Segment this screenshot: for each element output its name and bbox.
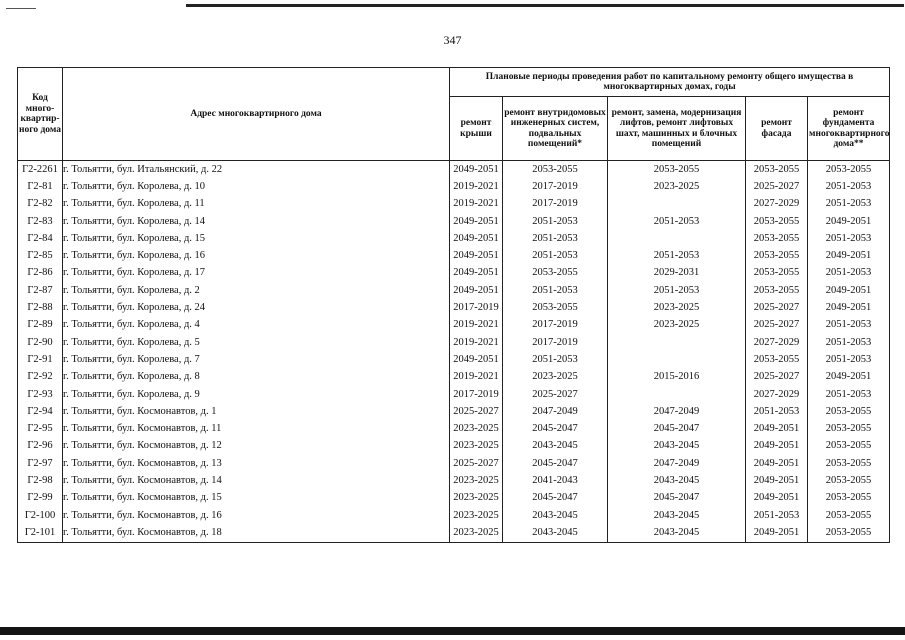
cell-elevators (608, 351, 746, 368)
cell-systems: 2023-2025 (503, 369, 608, 386)
cell-foundation: 2051-2053 (808, 317, 890, 334)
cell-foundation: 2051-2053 (808, 196, 890, 213)
cell-systems: 2017-2019 (503, 317, 608, 334)
cell-address: г. Тольятти, бул. Космонавтов, д. 13 (63, 455, 450, 472)
table-row (18, 403, 890, 420)
cell-facade: 2053-2055 (746, 161, 808, 179)
cell-roof: 2023-2025 (450, 420, 503, 437)
cell-facade: 2025-2027 (746, 178, 808, 195)
cell-foundation: 2049-2051 (808, 213, 890, 230)
cell-facade: 2053-2055 (746, 265, 808, 282)
cell-roof: 2025-2027 (450, 455, 503, 472)
cell-foundation: 2053-2055 (808, 524, 890, 542)
cell-address: г. Тольятти, бул. Космонавтов, д. 1 (63, 403, 450, 420)
table-body (18, 161, 890, 543)
table-row (18, 265, 890, 282)
cell-systems: 2051-2053 (503, 351, 608, 368)
cell-systems: 2045-2047 (503, 455, 608, 472)
cell-address: г. Тольятти, бул. Королева, д. 11 (63, 196, 450, 213)
header-systems: ремонт внутридомовых инженерных систем, подвальных помещений* (503, 97, 608, 161)
cell-systems: 2017-2019 (503, 196, 608, 213)
cell-roof: 2049-2051 (450, 351, 503, 368)
cell-elevators: 2051-2053 (608, 247, 746, 264)
cell-elevators (608, 230, 746, 247)
cell-facade: 2025-2027 (746, 317, 808, 334)
cell-systems: 2025-2027 (503, 386, 608, 403)
cell-foundation: 2051-2053 (808, 334, 890, 351)
cell-elevators: 2023-2025 (608, 317, 746, 334)
table-row (18, 455, 890, 472)
cell-foundation: 2049-2051 (808, 282, 890, 299)
cell-facade: 2049-2051 (746, 438, 808, 455)
cell-foundation: 2053-2055 (808, 161, 890, 179)
cell-facade: 2025-2027 (746, 369, 808, 386)
cell-facade: 2027-2029 (746, 334, 808, 351)
cell-code: Г2-83 (18, 213, 63, 230)
cell-code: Г2-89 (18, 317, 63, 334)
cell-roof: 2017-2019 (450, 386, 503, 403)
cell-systems: 2043-2045 (503, 438, 608, 455)
cell-facade: 2053-2055 (746, 282, 808, 299)
cell-facade: 2025-2027 (746, 299, 808, 316)
cell-address: г. Тольятти, бул. Королева, д. 24 (63, 299, 450, 316)
cell-facade: 2053-2055 (746, 247, 808, 264)
cell-foundation: 2051-2053 (808, 178, 890, 195)
cell-facade: 2053-2055 (746, 213, 808, 230)
cell-elevators: 2023-2025 (608, 299, 746, 316)
cell-foundation: 2051-2053 (808, 386, 890, 403)
cell-foundation: 2053-2055 (808, 438, 890, 455)
cell-facade: 2049-2051 (746, 490, 808, 507)
cell-roof: 2023-2025 (450, 507, 503, 524)
cell-code: Г2-85 (18, 247, 63, 264)
header-code: Код много-квартир-ного дома (18, 68, 63, 161)
table-row (18, 282, 890, 299)
cell-foundation: 2053-2055 (808, 420, 890, 437)
cell-facade: 2027-2029 (746, 196, 808, 213)
cell-facade: 2053-2055 (746, 230, 808, 247)
cell-elevators: 2047-2049 (608, 403, 746, 420)
cell-roof: 2023-2025 (450, 524, 503, 542)
table-row (18, 507, 890, 524)
cell-facade: 2049-2051 (746, 455, 808, 472)
cell-code: Г2-98 (18, 472, 63, 489)
cell-facade: 2049-2051 (746, 420, 808, 437)
cell-code: Г2-2261 (18, 161, 63, 179)
cell-elevators: 2043-2045 (608, 472, 746, 489)
table-row (18, 196, 890, 213)
cell-roof: 2023-2025 (450, 490, 503, 507)
cell-systems: 2051-2053 (503, 247, 608, 264)
table-row (18, 317, 890, 334)
page-number: 347 (443, 33, 462, 47)
cell-address: г. Тольятти, бул. Королева, д. 5 (63, 334, 450, 351)
capital-repair-table (17, 67, 890, 543)
cell-address: г. Тольятти, бул. Королева, д. 4 (63, 317, 450, 334)
cell-address: г. Тольятти, бул. Космонавтов, д. 16 (63, 507, 450, 524)
cell-roof: 2049-2051 (450, 161, 503, 179)
table-row (18, 161, 890, 179)
cell-systems: 2051-2053 (503, 282, 608, 299)
cell-code: Г2-100 (18, 507, 63, 524)
cell-foundation: 2049-2051 (808, 299, 890, 316)
cell-address: г. Тольятти, бул. Космонавтов, д. 14 (63, 472, 450, 489)
cell-roof: 2019-2021 (450, 334, 503, 351)
cell-code: Г2-86 (18, 265, 63, 282)
cell-address: г. Тольятти, бул. Королева, д. 7 (63, 351, 450, 368)
table-row (18, 351, 890, 368)
cell-systems: 2043-2045 (503, 524, 608, 542)
cell-facade: 2051-2053 (746, 507, 808, 524)
cell-systems: 2017-2019 (503, 178, 608, 195)
header-row-top (18, 68, 890, 97)
cell-systems: 2053-2055 (503, 161, 608, 179)
top-rule-left (6, 8, 36, 9)
cell-roof: 2049-2051 (450, 265, 503, 282)
cell-roof: 2049-2051 (450, 247, 503, 264)
cell-address: г. Тольятти, бул. Королева, д. 17 (63, 265, 450, 282)
cell-systems: 2053-2055 (503, 265, 608, 282)
cell-elevators: 2023-2025 (608, 178, 746, 195)
cell-roof: 2019-2021 (450, 196, 503, 213)
cell-foundation: 2053-2055 (808, 507, 890, 524)
cell-code: Г2-87 (18, 282, 63, 299)
cell-code: Г2-90 (18, 334, 63, 351)
cell-roof: 2023-2025 (450, 438, 503, 455)
cell-code: Г2-91 (18, 351, 63, 368)
cell-elevators: 2015-2016 (608, 369, 746, 386)
cell-facade: 2053-2055 (746, 351, 808, 368)
cell-elevators: 2053-2055 (608, 161, 746, 179)
table-row (18, 178, 890, 195)
cell-elevators (608, 386, 746, 403)
cell-elevators: 2047-2049 (608, 455, 746, 472)
cell-systems: 2043-2045 (503, 507, 608, 524)
cell-foundation: 2049-2051 (808, 369, 890, 386)
cell-elevators: 2043-2045 (608, 507, 746, 524)
cell-code: Г2-84 (18, 230, 63, 247)
cell-address: г. Тольятти, бул. Космонавтов, д. 11 (63, 420, 450, 437)
header-address: Адрес многоквартирного дома (63, 68, 450, 161)
cell-facade: 2049-2051 (746, 524, 808, 542)
cell-elevators: 2043-2045 (608, 438, 746, 455)
cell-address: г. Тольятти, бул. Космонавтов, д. 15 (63, 490, 450, 507)
cell-elevators: 2045-2047 (608, 420, 746, 437)
table-row (18, 230, 890, 247)
cell-code: Г2-92 (18, 369, 63, 386)
header-roof: ремонт крыши (450, 97, 503, 161)
cell-code: Г2-88 (18, 299, 63, 316)
table-row (18, 213, 890, 230)
table-row (18, 334, 890, 351)
cell-elevators (608, 334, 746, 351)
cell-address: г. Тольятти, бул. Королева, д. 16 (63, 247, 450, 264)
cell-foundation: 2051-2053 (808, 351, 890, 368)
cell-address: г. Тольятти, бул. Королева, д. 10 (63, 178, 450, 195)
cell-roof: 2017-2019 (450, 299, 503, 316)
cell-elevators: 2029-2031 (608, 265, 746, 282)
table-row (18, 490, 890, 507)
table-row (18, 247, 890, 264)
cell-roof: 2019-2021 (450, 369, 503, 386)
cell-elevators (608, 196, 746, 213)
cell-elevators: 2051-2053 (608, 282, 746, 299)
cell-address: г. Тольятти, бул. Королева, д. 15 (63, 230, 450, 247)
cell-code: Г2-82 (18, 196, 63, 213)
cell-systems: 2047-2049 (503, 403, 608, 420)
cell-roof: 2049-2051 (450, 282, 503, 299)
cell-address: г. Тольятти, бул. Итальянский, д. 22 (63, 161, 450, 179)
cell-code: Г2-97 (18, 455, 63, 472)
cell-systems: 2045-2047 (503, 420, 608, 437)
cell-roof: 2023-2025 (450, 472, 503, 489)
cell-foundation: 2053-2055 (808, 455, 890, 472)
table-row (18, 386, 890, 403)
cell-facade: 2027-2029 (746, 386, 808, 403)
cell-foundation: 2051-2053 (808, 230, 890, 247)
top-rule-right (186, 4, 904, 7)
cell-code: Г2-93 (18, 386, 63, 403)
cell-code: Г2-95 (18, 420, 63, 437)
cell-foundation: 2053-2055 (808, 490, 890, 507)
cell-facade: 2051-2053 (746, 403, 808, 420)
cell-systems: 2041-2043 (503, 472, 608, 489)
cell-address: г. Тольятти, бул. Королева, д. 8 (63, 369, 450, 386)
cell-foundation: 2049-2051 (808, 247, 890, 264)
header-foundation: ремонт фундамента многоквартирного дома** (808, 97, 890, 161)
cell-code: Г2-99 (18, 490, 63, 507)
cell-address: г. Тольятти, бул. Королева, д. 9 (63, 386, 450, 403)
cell-systems: 2051-2053 (503, 230, 608, 247)
cell-address: г. Тольятти, бул. Космонавтов, д. 12 (63, 438, 450, 455)
table-row (18, 299, 890, 316)
cell-systems: 2051-2053 (503, 213, 608, 230)
cell-systems: 2053-2055 (503, 299, 608, 316)
cell-address: г. Тольятти, бул. Королева, д. 2 (63, 282, 450, 299)
cell-roof: 2049-2051 (450, 213, 503, 230)
cell-code: Г2-81 (18, 178, 63, 195)
cell-roof: 2019-2021 (450, 317, 503, 334)
bottom-scan-bar (0, 627, 905, 635)
cell-elevators: 2051-2053 (608, 213, 746, 230)
cell-systems: 2045-2047 (503, 490, 608, 507)
table-row (18, 438, 890, 455)
cell-code: Г2-101 (18, 524, 63, 542)
cell-elevators: 2045-2047 (608, 490, 746, 507)
cell-code: Г2-94 (18, 403, 63, 420)
header-elevators: ремонт, замена, модернизация лифтов, ремонт лифтовых шахт, машинных и блочных помещений (608, 97, 746, 161)
cell-address: г. Тольятти, бул. Королева, д. 14 (63, 213, 450, 230)
cell-foundation: 2051-2053 (808, 265, 890, 282)
cell-systems: 2017-2019 (503, 334, 608, 351)
cell-code: Г2-96 (18, 438, 63, 455)
header-facade: ремонт фасада (746, 97, 808, 161)
cell-facade: 2049-2051 (746, 472, 808, 489)
table-row (18, 524, 890, 542)
cell-foundation: 2053-2055 (808, 472, 890, 489)
cell-elevators: 2043-2045 (608, 524, 746, 542)
cell-roof: 2025-2027 (450, 403, 503, 420)
cell-roof: 2049-2051 (450, 230, 503, 247)
cell-address: г. Тольятти, бул. Космонавтов, д. 18 (63, 524, 450, 542)
table-row (18, 420, 890, 437)
table-row (18, 369, 890, 386)
table-row (18, 472, 890, 489)
header-planned-periods: Плановые периоды проведения работ по капитальному ремонту общего имущества в многоквартирных домах, годы (450, 68, 890, 97)
cell-roof: 2019-2021 (450, 178, 503, 195)
cell-foundation: 2053-2055 (808, 403, 890, 420)
